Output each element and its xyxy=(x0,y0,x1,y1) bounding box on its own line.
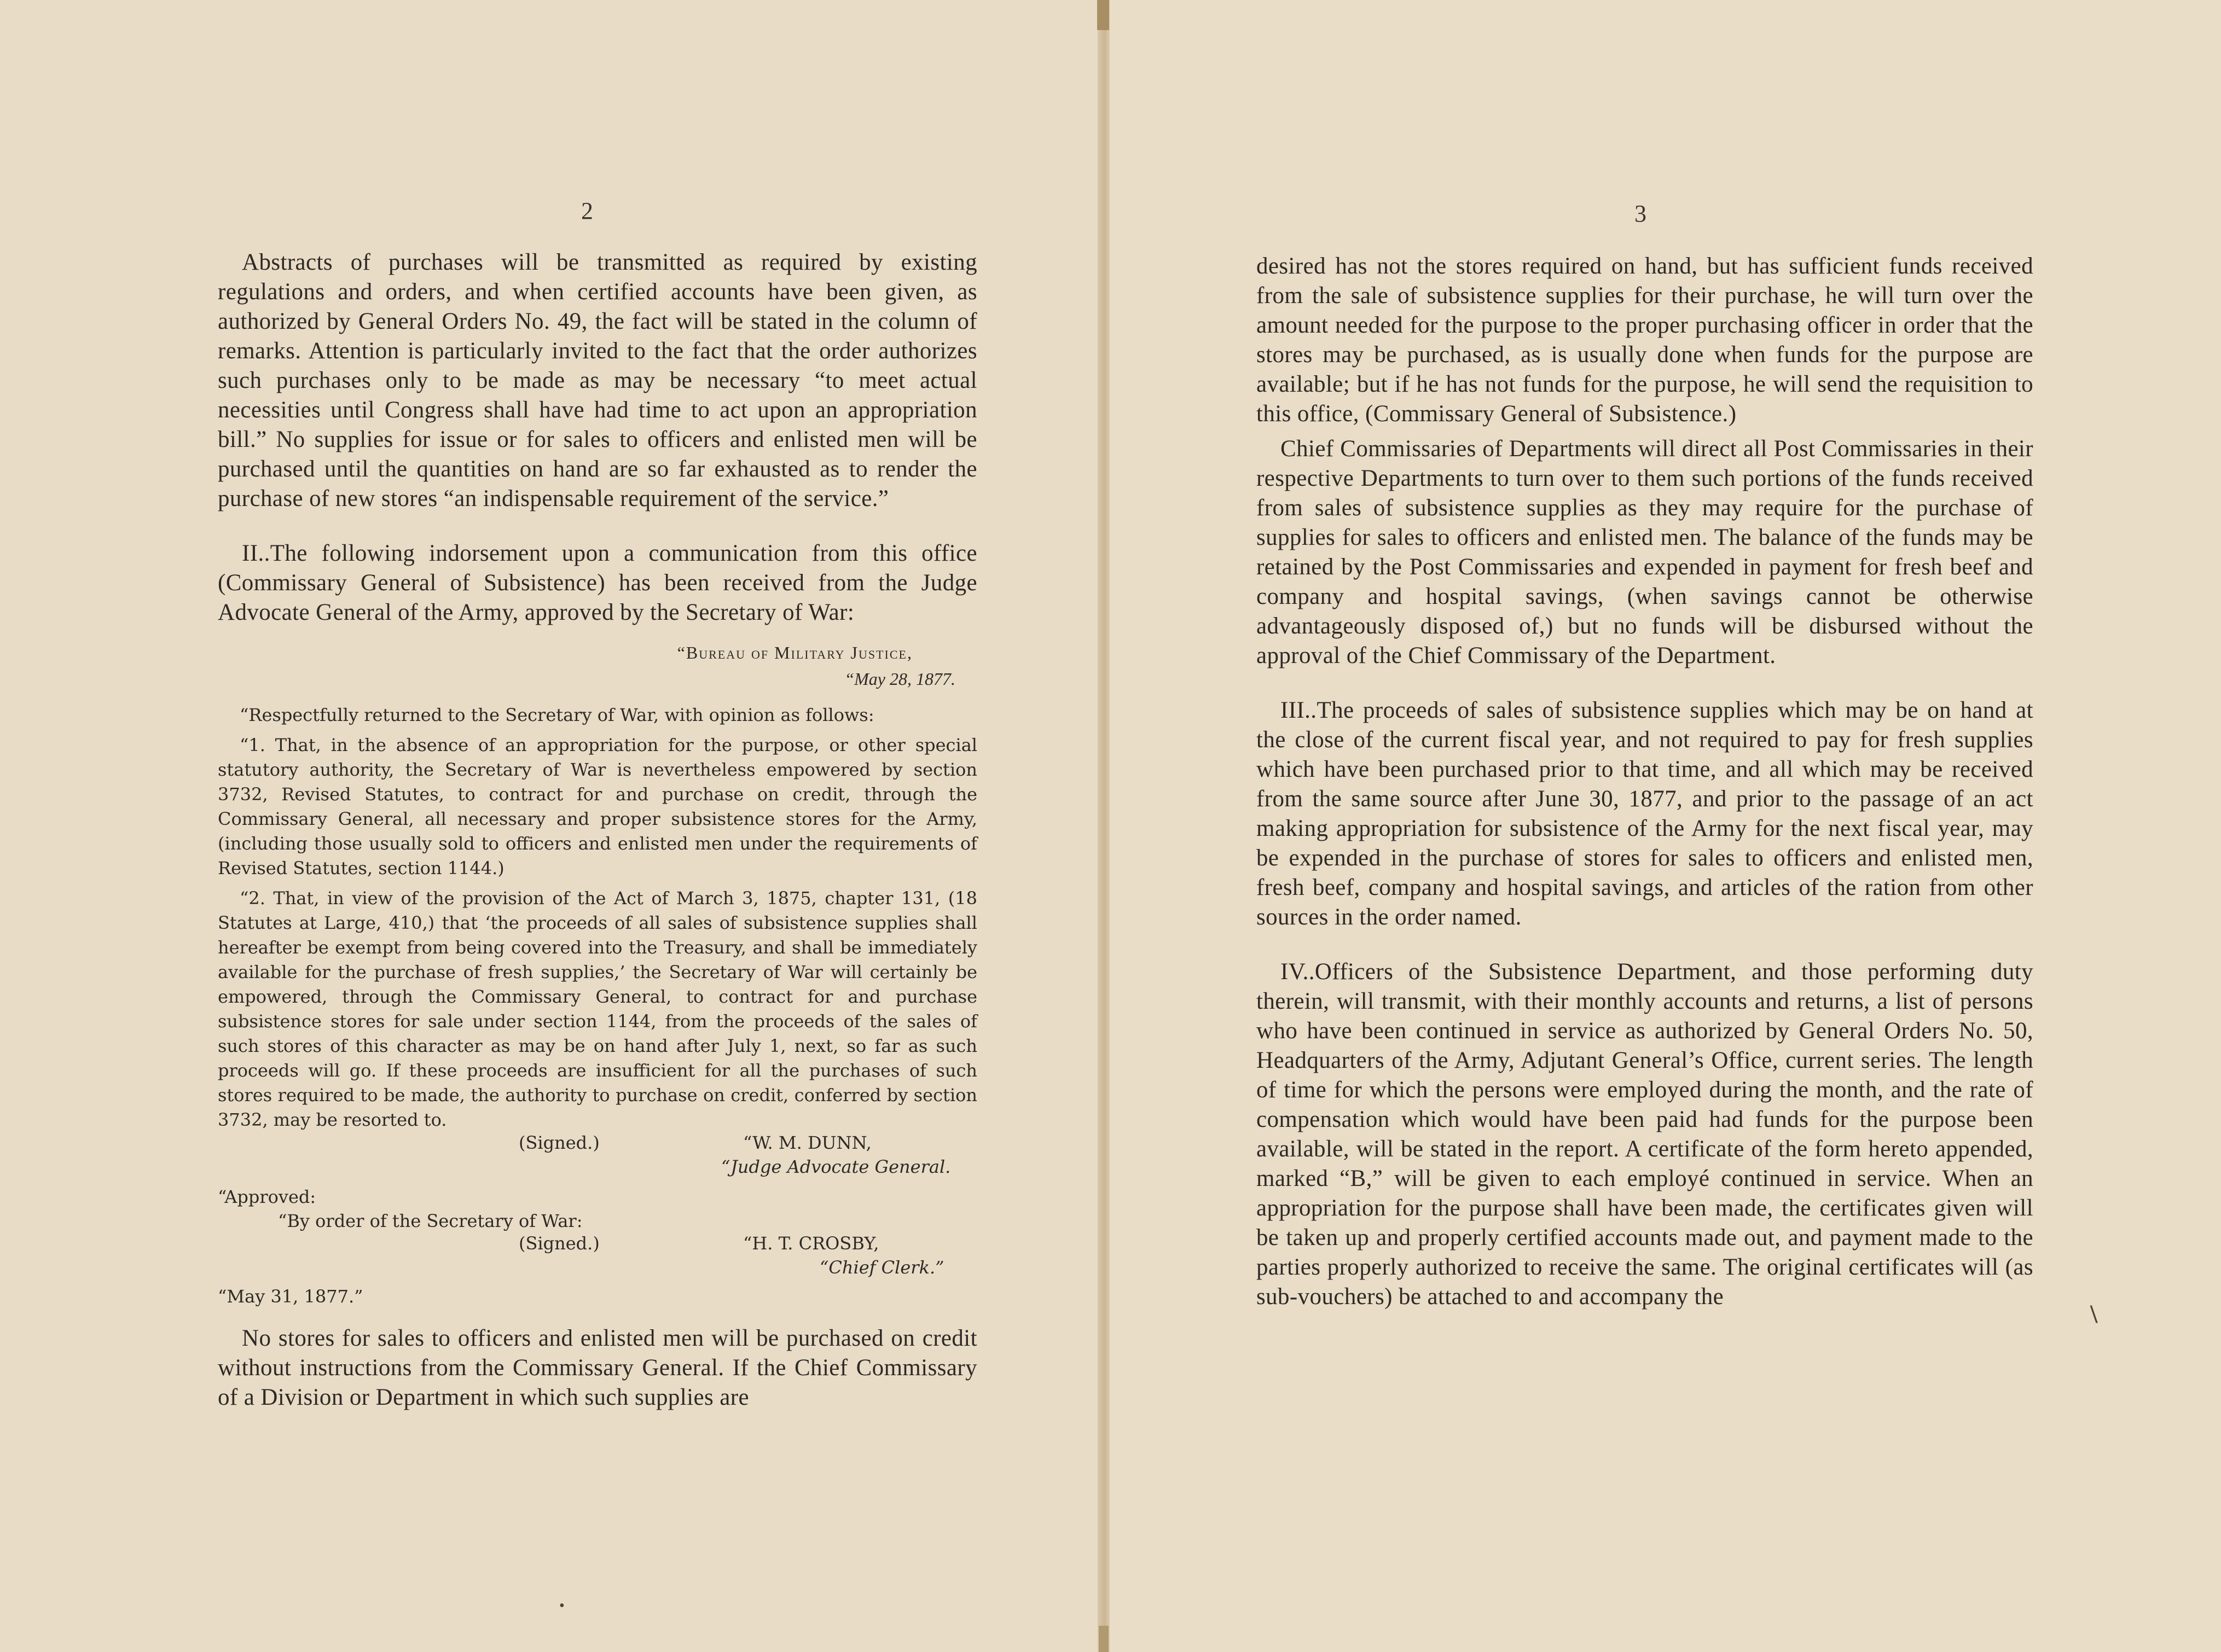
paragraph: No stores for sales to officers and enlisted men will be purchased on credit without instructions from the Commissary General. If the Chief Commissary of a Division or Department in which such supplies are xyxy=(218,1325,977,1410)
approved-label: “Approved: xyxy=(218,1186,316,1207)
binding-tape-bottom xyxy=(1099,1626,1109,1652)
signer-name: “W. M. DUNN, xyxy=(743,1132,872,1153)
signature-row-1 xyxy=(218,1132,977,1156)
quote-intro: “Respectfully returned to the Secretary of War, with opinion as follows: xyxy=(240,705,874,725)
right-page xyxy=(1110,0,2221,1652)
by-order-line: “By order of the Secretary of War: xyxy=(278,1211,583,1231)
signer-title: “Judge Advocate General. xyxy=(721,1156,951,1177)
page-speck: • xyxy=(559,1597,565,1614)
paragraph: Abstracts of purchases will be transmitted as required by existing regulations and orders, and when certified accounts have been given, as authorized by General Orders No. 49, the fact will be stated in the column of remarks. Attention is particularly invited to the fact that the order authorizes such purchases only to be made as may be necessary “to meet actual necessities until Congress shall have had time to act upon an appropriation bill.” No supplies for issue or for sales to officers and enlisted men will be purchased until the quantities on hand are so far exhausted as to render the purchase of new stores “an indispensable requirement of the service.” xyxy=(218,249,977,511)
paragraph: Chief Commissaries of Departments will direct all Post Commissaries in their respective Departments to turn over to them such portions of the funds received from sales of subsistence supplies as they may require for the purchase of supplies for sales to officers and enlisted men. The balance of the funds may be retained by the Post Commissaries and expended in payment for fresh beef and company and hospital savings, (when savings cannot be otherwise advantageously disposed of,) but no funds will be disbursed without the approval of the Chief Commissary of the Department. xyxy=(1256,436,2033,668)
right-text-block xyxy=(1256,252,2033,1312)
paragraph-section-ii: II..The following indorsement upon a communication from this office (Commissary General of Subsistence) has been received from the Judge Advocate General of the Army, approved by the Secretary of War: xyxy=(218,540,977,625)
signer-title: “Chief Clerk.” xyxy=(820,1257,944,1278)
bureau-heading xyxy=(218,639,977,692)
approval-date: “May 31, 1877.” xyxy=(218,1286,363,1307)
binding-tape-top xyxy=(1097,0,1109,30)
pencil-mark: \ xyxy=(2090,1300,2098,1329)
paragraph: desired has not the stores required on hand, but has sufficient funds received from the sale of subsistence supplies for their purchase, he will turn over the amount needed for the purpose to the proper purchasing officer in order that the stores may be purchased, as is usually done when funds for the purpose are available; but if he has not funds for the purpose, he will send the requisition to this office, (Commissary General of Subsistence.) xyxy=(1256,253,2033,427)
bureau-name: “Bureau of Military Justice, xyxy=(677,643,913,662)
paragraph-section-iv: IV..Officers of the Subsistence Department, and those performing duty therein, will transmit, with their monthly accounts and returns, a list of persons who have been continued in service as authorized by General Orders No. 50, Headquarters of the Army, Adjutant General’s Office, current series. The length of time for which the persons were employed during the month, and the rate of compensation which would have been paid had funds for the purpose been available, will be stated in the report. A certificate of the form hereto appended, marked “B,” will be given to each employé continued in service. When an appropriation for the purpose shall have been made, the certificates given will be taken up and properly certified accounts made out, and payment made to the parties properly authorized to receive the same. The original certificates will (as sub-vouchers) be attached to and accompany the xyxy=(1256,959,2033,1310)
left-page xyxy=(0,0,1100,1652)
quoted-opinion xyxy=(218,703,977,1132)
signer-name: “H. T. CROSBY, xyxy=(743,1233,879,1254)
page-number: 2 xyxy=(581,197,593,224)
signature-title-row-2 xyxy=(218,1257,977,1281)
paragraph-section-iii: III..The proceeds of sales of subsistence supplies which may be on hand at the close of the current fiscal year, and not required to pay for fresh supplies which have been purchased prior to that time, and all which may be received from the same source after June 30, 1877, and prior to the passage of an act making appropriation for subsistence of the Army for the next fiscal year, may be expended in the purchase of stores for sales to officers and enlisted men, fresh beef, company and hospital savings, and articles of the ration from other sources in the order named. xyxy=(1256,697,2033,930)
signature-row-2 xyxy=(218,1233,977,1257)
left-text-block xyxy=(218,248,977,1412)
bureau-date: “May 28, 1877. xyxy=(844,669,955,689)
signature-title-row-1 xyxy=(218,1156,977,1180)
quote-point-1: “1. That, in the absence of an appropriation for the purpose, or other special statutory authority, the Secretary of War is nevertheless empowered by section 3732, Revised Statutes, to contract for and purchase on credit, through the Commissary General, all necessary and proper subsistence stores for the Army, (including those usually sold to officers and enlisted men under the requirements of Revised Statutes, section 1144.) xyxy=(218,735,977,879)
signed-label: (Signed.) xyxy=(519,1132,600,1153)
signed-label: (Signed.) xyxy=(519,1233,600,1254)
page-number: 3 xyxy=(1634,200,1646,227)
quote-point-2: “2. That, in view of the provision of the Act of March 3, 1875, chapter 131, (18 Statutes at Large, 410,) that ‘the proceeds of all sales of subsistence supplies shall hereafter be exempt from being covered into the Treasury, and shall be immediately available for the purchase of fresh supplies,’ the Secretary of War will certainly be empowered, through the Commissary General, to contract for and purchase subsistence stores for sale under section 1144, from the proceeds of the sales of such stores of this character as may be on hand after July 1, next, so far as such proceeds will go. If these proceeds are insufficient for all the purchases of such stores required to be made, the authority to purchase on credit, conferred by section 3732, may be resorted to. xyxy=(218,888,977,1130)
